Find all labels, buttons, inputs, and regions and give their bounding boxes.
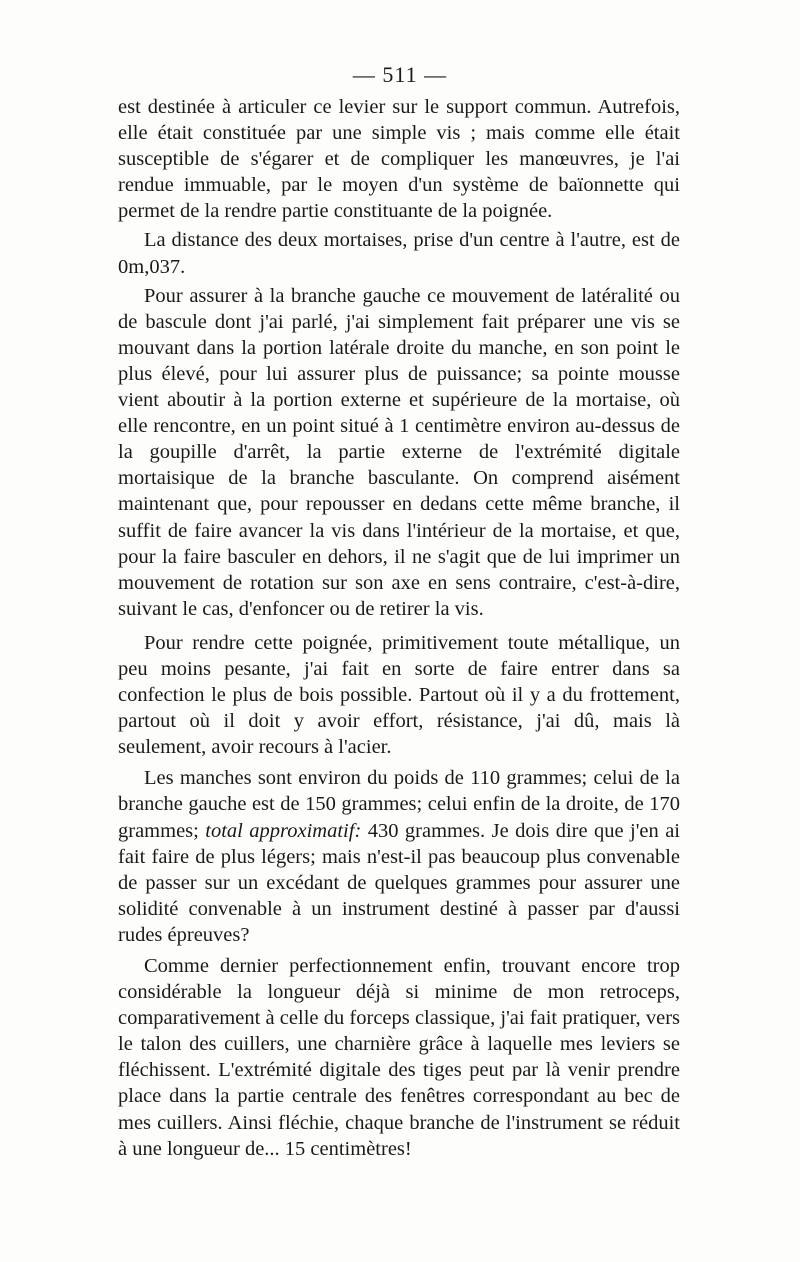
paragraph-2: La distance des deux mortaises, prise d'un centre à l'autre, est de 0m,037. xyxy=(118,229,680,278)
paragraph-3: Pour assurer à la branche gauche ce mouvement de latéralité ou de bascule dont j'ai parlé, j'ai simplement fait préparer une vis se mouvant dans la portion latérale droite du manche, en son point le plus élevé, pour lui assurer plus de puissance; sa pointe mousse vient aboutir à la portion externe et supérieure de la mortaise, où elle rencontre, en un point situé à 1 centimètre environ au-dessus de la goupille d'arrêt, la partie externe de l'extrémité digitale mortaisique de la branche basculante. On comprend aisément maintenant que, pour repousser en dedans cette même branche, il suffit de faire avancer la vis dans l'intérieur de la mortaise, et que, pour la faire basculer en dehors, il ne s'agit que de lui imprimer un mouvement de rotation sur son axe en sens contraire, c'est-à-dire, suivant le cas, d'enfoncer ou de retirer la vis. xyxy=(118,284,680,620)
paragraph-5-text-end: 430 grammes. Je dois dire que j'en ai fait faire de plus légers; mais n'est-il pas beaucoup plus convenable de passer sur un excédant de quelques grammes pour assurer une solidité convenable à un instrument destiné à passer par d'aussi rudes épreuves? xyxy=(118,819,680,946)
page-number: — 511 — xyxy=(352,62,448,87)
paragraph-5 xyxy=(118,765,680,948)
body-text xyxy=(118,94,680,1162)
paragraph-5-text-start: Les manches sont environ du poids de 110 grammes; celui de la branche gauche est de 150 grammes; celui enfin de la droite, de 170 grammes; xyxy=(118,767,680,842)
paragraph-1: est destinée à articuler ce levier sur le support commun. Autrefois, elle était constituée par une simple vis ; mais comme elle était susceptible de s'égarer et de compliquer les manœuvres, je l'ai rendue immuable, par le moyen d'un système de baïonnette qui permet de la rendre partie constituante de la poignée. xyxy=(118,96,680,223)
paragraph-5-italic-total: total approximatif: xyxy=(205,819,362,842)
paragraph-6: Comme dernier perfectionnement enfin, trouvant encore trop considérable la longueur déjà si minime de mon retroceps, comparativement à celle du forceps classique, j'ai fait pratiquer, vers le talon des cuillers, une charnière grâce à laquelle mes leviers se fléchissent. L'extrémité digitale des tiges peut par là venir prendre place dans la partie centrale des fenêtres correspondant au bec de mes cuillers. Ainsi fléchie, chaque branche de l'instrument se réduit à une longueur de... 15 centimètres! xyxy=(118,955,680,1160)
paragraph-4: Pour rendre cette poignée, primitivement toute métallique, un peu moins pesante, j'ai fait en sorte de faire entrer dans sa confection le plus de bois possible. Partout où il y a du frottement, partout où il doit y avoir effort, résistance, j'ai dû, mais là seulement, avoir recours à l'acier. xyxy=(118,631,680,759)
